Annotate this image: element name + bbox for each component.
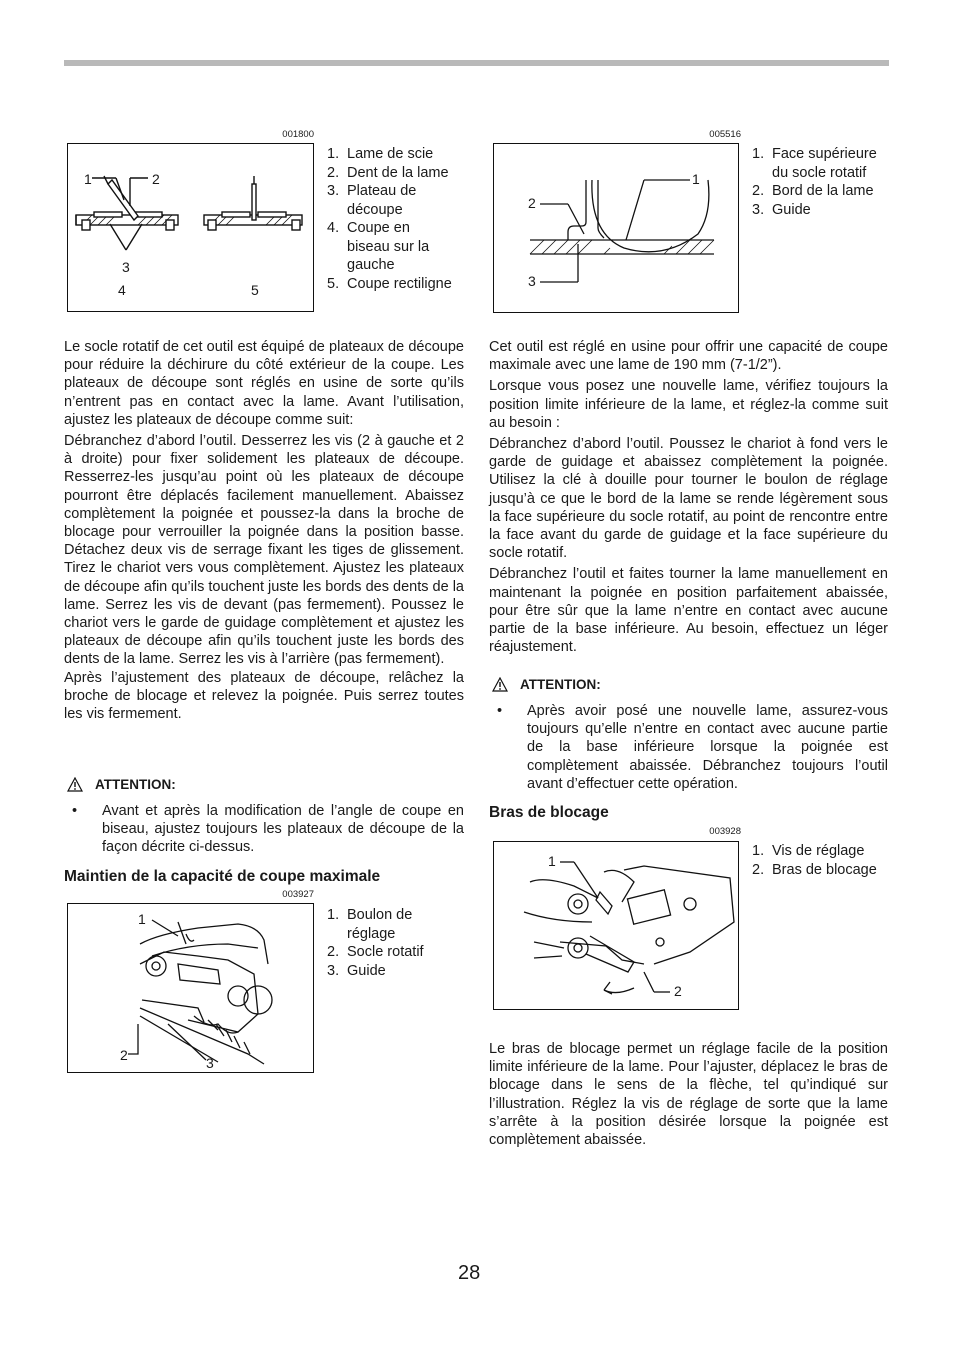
figure-code: 003928 — [709, 826, 741, 837]
figure-legend — [752, 145, 892, 219]
legend-item: 2. Socle rotatif — [327, 944, 424, 960]
figure-code: 001800 — [282, 129, 314, 140]
figure-blade-kerf-plates — [67, 143, 314, 312]
callout-1: 1 — [548, 853, 556, 869]
callout-2: 2 — [674, 983, 682, 999]
callout-4: 4 — [118, 282, 126, 298]
attention-label: ATTENTION: — [492, 677, 601, 692]
figure-stopper-arm — [493, 841, 739, 1010]
paragraph: Débranchez d’abord l’outil. Desserrez les vis (2 à gauche et 2 à droite) pour fixer solidement les plateaux de découpe. Resserrez-les jusqu’au point où les plateaux de découpe pourront être déplacés facilement manuellement. Abaissez complètement la poignée et poussez-la dans la broche de blocage pour verrouiller la poignée dans la position basse. Détachez deux vis de serrage fixant les tiges de glissement. Tirez le chariot vers vous complètement. Ajustez les plateaux de découpe afin qu’ils touchent juste les bords des dents de la lame. Serrez les vis de devant (pas fermement). Poussez le chariot vers le garde de guidage complètement et ajustez les plateaux de découpe afin qu’ils touchent juste les bords des dents de la lame. Serrez les vis à l’arrière (pas fermement). — [64, 433, 464, 668]
legend-item: 4. Coupe en biseau sur la gauche — [327, 220, 430, 273]
legend-item: 3. Guide — [752, 201, 811, 218]
paragraph: Cet outil est réglé en usine pour offrir une capacité de coupe maximale avec une lame de 190 mm (7-1/2”). — [489, 339, 888, 374]
legend-item: 5. Coupe rectiligne — [327, 275, 452, 292]
legend-item: 3. Plateau de découpe — [327, 183, 417, 218]
callout-2: 2 — [152, 171, 160, 187]
callout-2: 2 — [528, 195, 536, 211]
legend-item: 1. Vis de réglage — [752, 843, 865, 859]
header-rule — [64, 60, 889, 66]
warning-icon — [492, 677, 508, 692]
attention-label: ATTENTION: — [67, 777, 176, 792]
stopper-arm-illustration — [494, 842, 740, 1011]
callout-2: 2 — [120, 1047, 128, 1063]
adjusting-bolt-illustration — [68, 904, 315, 1074]
figure-legend — [327, 145, 467, 293]
blade-limit-illustration — [494, 144, 740, 314]
legend-item: 2. Bord de la lame — [752, 183, 874, 199]
paragraph: Débranchez d’abord l’outil. Poussez le chariot à fond vers le garde de guidage et abaissez complètement la poignée. Utilisez la clé à douille pour tourner le boulon de réglage jusqu’à ce que le bord de la lame se rende légèrement sous la face supérieure du socle rotatif, au point de rencontre entre la face avant du garde de guidage et la face supérieure du socle rotatif. — [489, 436, 888, 562]
bullet-icon: • — [72, 803, 78, 819]
legend-item: 1. Boulon de réglage — [327, 907, 413, 942]
figure-code: 005516 — [709, 129, 741, 140]
legend-item: 1. Face supérieure du socle rotatif — [752, 146, 877, 181]
left-text-block — [64, 338, 464, 726]
callout-3: 3 — [122, 259, 130, 275]
bullet-icon: • — [497, 703, 503, 719]
callout-3: 3 — [528, 273, 536, 289]
attention-bullet: • Avant et après la modification de l’angle de coupe en biseau, ajustez toujours les plateaux de découpe de la façon décrite ci-dessus. — [64, 802, 464, 857]
section-heading: Bras de blocage — [489, 804, 609, 821]
legend-item: 2. Bras de blocage — [752, 861, 877, 878]
callout-3: 3 — [206, 1055, 214, 1071]
figure-code: 003927 — [282, 889, 314, 900]
callout-1: 1 — [84, 171, 92, 187]
legend-item: 2. Dent de la lame — [327, 164, 449, 181]
callout-5: 5 — [251, 282, 259, 298]
paragraph: Débranchez l’outil et faites tourner la lame manuellement en maintenant la poignée en position parfaitement abaissée, pour être sûr que la lame n’entre en contact avec aucune partie de la base inférieure. Au besoin, effectuez un léger réajustement. — [489, 566, 888, 656]
warning-icon — [67, 777, 83, 792]
legend-item: 3. Guide — [327, 962, 386, 979]
right-text-block-lower — [489, 1040, 888, 1152]
figure-legend — [327, 906, 467, 980]
paragraph: Le bras de blocage permet un réglage facile de la position limite inférieure de la lame. Pour l’ajuster, déplacez le bras de blocage dans le sens de la flèche, tel qu’indiqué sur l’illustration. Réglez la vis de réglage de sorte que la lame s’arrête à la position désirée lorsque la poignée est complètement abaissée. — [489, 1041, 888, 1149]
attention-bullet: • Après avoir posé une nouvelle lame, assurez-vous toujours qu’elle n’entre en contact avec aucune partie de la base inférieure lorsque la poignée est complètement abaissée. Débranchez toujours l’outil avant d’effectuer cette opération. — [489, 702, 888, 793]
section-heading: Maintien de la capacité de coupe maximale — [64, 868, 381, 885]
figure-legend — [752, 842, 892, 879]
callout-1: 1 — [692, 171, 700, 187]
callout-1: 1 — [138, 911, 146, 927]
kerf-plate-illustration — [68, 144, 315, 313]
figure-adjusting-bolt — [67, 903, 314, 1073]
paragraph: Après l’ajustement des plateaux de découpe, relâchez la broche de blocage et relevez la poignée. Puis serrez toutes les vis fermement. — [64, 669, 464, 723]
paragraph: Le socle rotatif de cet outil est équipé de plateaux de découpe pour réduire la déchirure du côté extérieur de la coupe. Les plateaux de découpe sont réglés en usine de sorte qu’ils n’entrent pas en contact avec la lame. Avant l’utilisation, ajustez les plateaux de découpe comme suit: — [64, 339, 464, 428]
figure-blade-lower-limit — [493, 143, 739, 313]
paragraph: Lorsque vous posez une nouvelle lame, vérifiez toujours la position limite inférieure de la lame, et réglez-la comme suit au besoin : — [489, 378, 888, 431]
legend-item: 1. Lame de scie — [327, 146, 434, 162]
right-text-block — [489, 338, 888, 659]
page-number: 28 — [458, 1262, 481, 1284]
